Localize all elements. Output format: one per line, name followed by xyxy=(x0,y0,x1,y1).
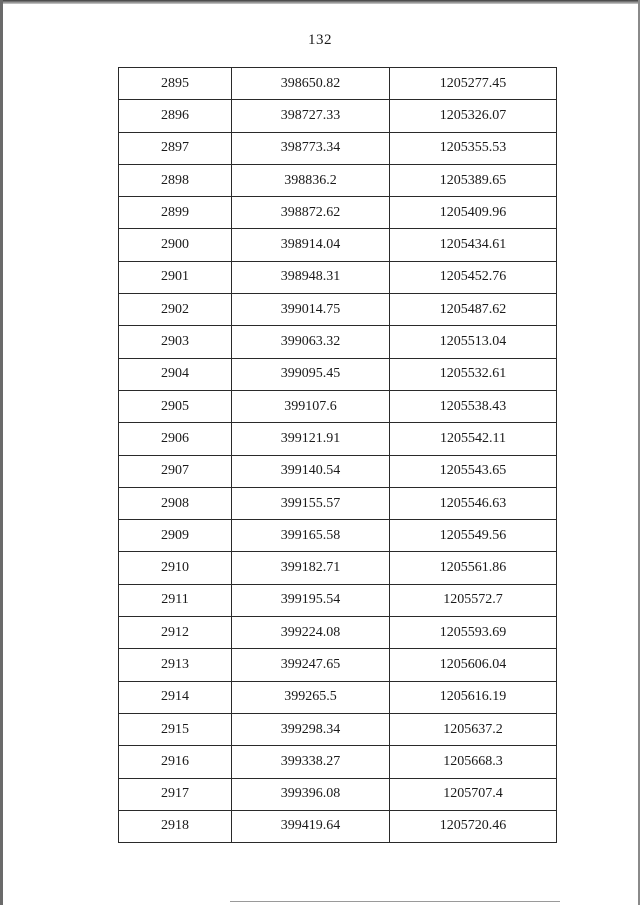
point-number-cell: 2909 xyxy=(119,520,232,552)
y-coordinate-cell: 1205452.76 xyxy=(390,261,557,293)
x-coordinate-cell: 398650.82 xyxy=(232,68,390,100)
table-row xyxy=(119,229,557,261)
y-coordinate-cell: 1205616.19 xyxy=(390,681,557,713)
x-coordinate-cell: 398872.62 xyxy=(232,197,390,229)
table-row xyxy=(119,132,557,164)
table-row xyxy=(119,197,557,229)
y-coordinate-cell: 1205546.63 xyxy=(390,487,557,519)
y-coordinate-cell: 1205543.65 xyxy=(390,455,557,487)
table-row xyxy=(119,164,557,196)
table-row xyxy=(119,390,557,422)
y-coordinate-cell: 1205355.53 xyxy=(390,132,557,164)
y-coordinate-cell: 1205637.2 xyxy=(390,713,557,745)
y-coordinate-cell: 1205434.61 xyxy=(390,229,557,261)
x-coordinate-cell: 399182.71 xyxy=(232,552,390,584)
table-row xyxy=(119,326,557,358)
y-coordinate-cell: 1205487.62 xyxy=(390,294,557,326)
point-number-cell: 2908 xyxy=(119,487,232,519)
y-coordinate-cell: 1205532.61 xyxy=(390,358,557,390)
table-row xyxy=(119,261,557,293)
x-coordinate-cell: 399063.32 xyxy=(232,326,390,358)
point-number-cell: 2896 xyxy=(119,100,232,132)
point-number-cell: 2914 xyxy=(119,681,232,713)
point-number-cell: 2902 xyxy=(119,294,232,326)
point-number-cell: 2910 xyxy=(119,552,232,584)
x-coordinate-cell: 399107.6 xyxy=(232,390,390,422)
point-number-cell: 2907 xyxy=(119,455,232,487)
table-row xyxy=(119,423,557,455)
table-row xyxy=(119,778,557,810)
table-row xyxy=(119,810,557,842)
point-number-cell: 2918 xyxy=(119,810,232,842)
y-coordinate-cell: 1205720.46 xyxy=(390,810,557,842)
x-coordinate-cell: 399224.08 xyxy=(232,617,390,649)
x-coordinate-cell: 399155.57 xyxy=(232,487,390,519)
x-coordinate-cell: 399095.45 xyxy=(232,358,390,390)
point-number-cell: 2916 xyxy=(119,746,232,778)
scan-edge-left xyxy=(0,0,3,905)
point-number-cell: 2915 xyxy=(119,713,232,745)
y-coordinate-cell: 1205561.86 xyxy=(390,552,557,584)
y-coordinate-cell: 1205542.11 xyxy=(390,423,557,455)
table-row xyxy=(119,294,557,326)
table-row xyxy=(119,487,557,519)
point-number-cell: 2897 xyxy=(119,132,232,164)
y-coordinate-cell: 1205277.45 xyxy=(390,68,557,100)
point-number-cell: 2903 xyxy=(119,326,232,358)
x-coordinate-cell: 399298.34 xyxy=(232,713,390,745)
x-coordinate-cell: 398773.34 xyxy=(232,132,390,164)
table-row xyxy=(119,649,557,681)
coordinate-table xyxy=(118,67,557,843)
point-number-cell: 2917 xyxy=(119,778,232,810)
y-coordinate-cell: 1205572.7 xyxy=(390,584,557,616)
point-number-cell: 2905 xyxy=(119,390,232,422)
x-coordinate-cell: 399338.27 xyxy=(232,746,390,778)
y-coordinate-cell: 1205668.3 xyxy=(390,746,557,778)
x-coordinate-cell: 399121.91 xyxy=(232,423,390,455)
x-coordinate-cell: 398948.31 xyxy=(232,261,390,293)
y-coordinate-cell: 1205549.56 xyxy=(390,520,557,552)
x-coordinate-cell: 399165.58 xyxy=(232,520,390,552)
y-coordinate-cell: 1205409.96 xyxy=(390,197,557,229)
scan-edge-top xyxy=(0,0,640,4)
scan-edge-bottom xyxy=(230,901,560,902)
table-row xyxy=(119,746,557,778)
table-row xyxy=(119,681,557,713)
y-coordinate-cell: 1205593.69 xyxy=(390,617,557,649)
x-coordinate-cell: 398914.04 xyxy=(232,229,390,261)
x-coordinate-cell: 399419.64 xyxy=(232,810,390,842)
x-coordinate-cell: 398727.33 xyxy=(232,100,390,132)
point-number-cell: 2913 xyxy=(119,649,232,681)
coordinate-table-body xyxy=(119,68,557,843)
y-coordinate-cell: 1205606.04 xyxy=(390,649,557,681)
point-number-cell: 2906 xyxy=(119,423,232,455)
point-number-cell: 2912 xyxy=(119,617,232,649)
y-coordinate-cell: 1205513.04 xyxy=(390,326,557,358)
table-row xyxy=(119,520,557,552)
table-row xyxy=(119,100,557,132)
table-row xyxy=(119,358,557,390)
point-number-cell: 2900 xyxy=(119,229,232,261)
x-coordinate-cell: 399396.08 xyxy=(232,778,390,810)
x-coordinate-cell: 399014.75 xyxy=(232,294,390,326)
table-row xyxy=(119,713,557,745)
point-number-cell: 2911 xyxy=(119,584,232,616)
point-number-cell: 2901 xyxy=(119,261,232,293)
page-number: 132 xyxy=(308,32,332,48)
x-coordinate-cell: 399140.54 xyxy=(232,455,390,487)
point-number-cell: 2904 xyxy=(119,358,232,390)
x-coordinate-cell: 399195.54 xyxy=(232,584,390,616)
y-coordinate-cell: 1205389.65 xyxy=(390,164,557,196)
y-coordinate-cell: 1205538.43 xyxy=(390,390,557,422)
x-coordinate-cell: 399247.65 xyxy=(232,649,390,681)
table-row xyxy=(119,617,557,649)
y-coordinate-cell: 1205707.4 xyxy=(390,778,557,810)
x-coordinate-cell: 399265.5 xyxy=(232,681,390,713)
table-row xyxy=(119,68,557,100)
table-row xyxy=(119,584,557,616)
table-row xyxy=(119,552,557,584)
y-coordinate-cell: 1205326.07 xyxy=(390,100,557,132)
table-row xyxy=(119,455,557,487)
point-number-cell: 2899 xyxy=(119,197,232,229)
point-number-cell: 2898 xyxy=(119,164,232,196)
x-coordinate-cell: 398836.2 xyxy=(232,164,390,196)
point-number-cell: 2895 xyxy=(119,68,232,100)
